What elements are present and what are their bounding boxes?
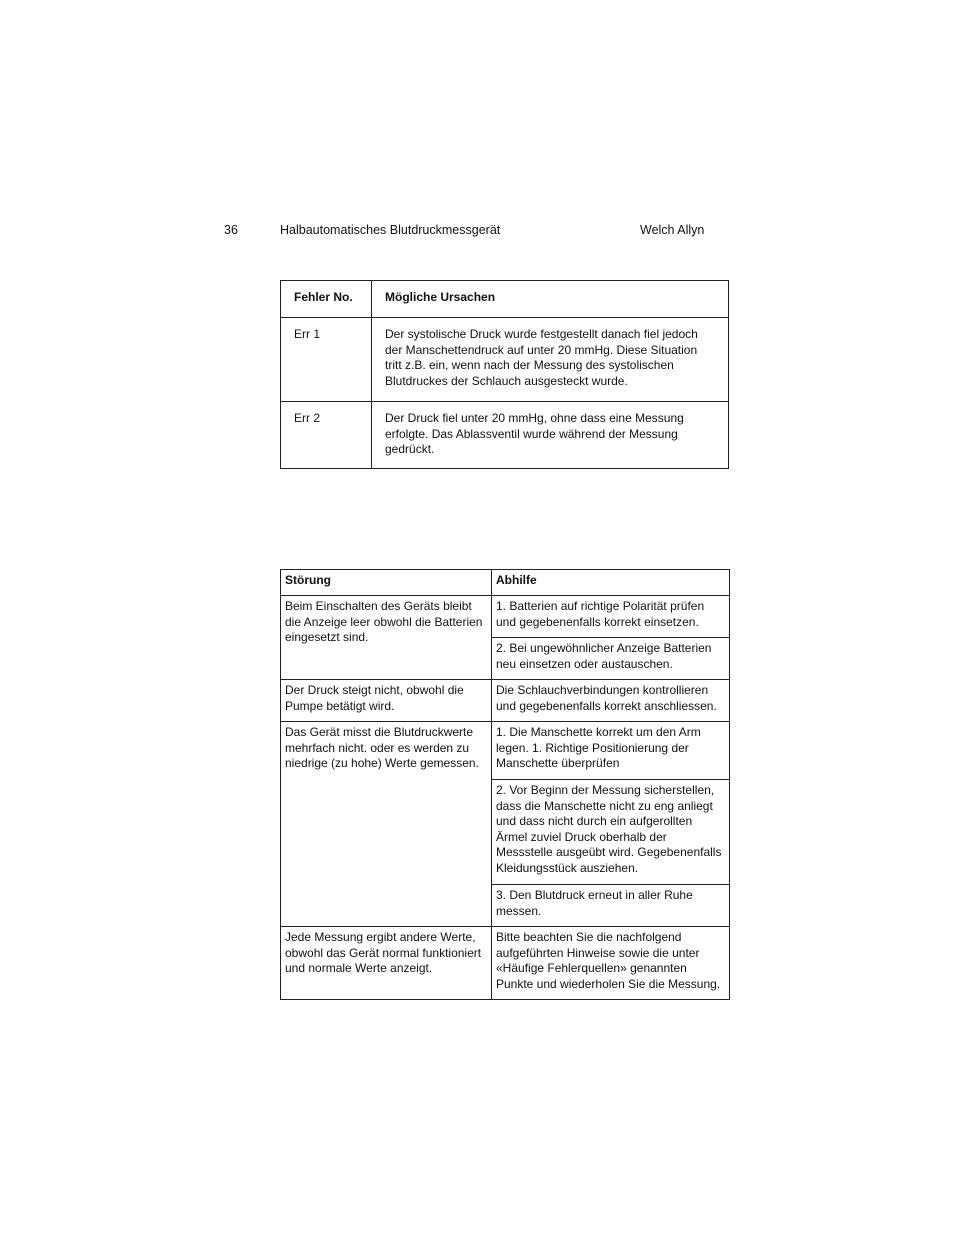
table-row: [281, 318, 729, 402]
table-header-row: [281, 570, 730, 596]
table-row: [281, 722, 730, 780]
error-cause: Der systolische Druck wurde festgestellt danach fiel jedoch der Manschettendruck auf unter 20 mmHg. Diese Situation tritt z.B. ein, wenn nach der Messung des systolischen Blutdruckes der Schlauch ausgesteckt wurde.: [372, 318, 729, 402]
fault-description: Jede Messung ergibt andere Werte, obwohl das Gerät normal funktioniert und normale Werte anzeigt.: [281, 927, 492, 1000]
remedy-step: Bitte beachten Sie die nachfolgend aufgeführten Hinweise sowie die unter «Häufige Fehlerquellen» genannten Punkte und wiederholen Sie die Messung.: [492, 927, 730, 1000]
page-number: 36: [224, 223, 238, 237]
column-header-fault: Störung: [281, 570, 492, 596]
fault-description: Das Gerät misst die Blutdruckwerte mehrfach nicht. oder es werden zu niedrige (zu hohe) Werte gemessen.: [281, 722, 492, 927]
remedy-step: 3. Den Blutdruck erneut in aller Ruhe messen.: [492, 885, 730, 927]
error-code: Err 1: [281, 318, 372, 402]
remedy-step: Die Schlauchverbindungen kontrollieren und gegebenenfalls korrekt anschliessen.: [492, 680, 730, 722]
error-code: Err 2: [281, 402, 372, 469]
table-row: [281, 927, 730, 1000]
column-header-causes: Mögliche Ursachen: [372, 281, 729, 318]
brand-name: Welch Allyn: [640, 223, 705, 237]
table-row: [281, 680, 730, 722]
error-cause: Der Druck fiel unter 20 mmHg, ohne dass eine Messung erfolgte. Das Ablassventil wurde während der Messung gedrückt.: [372, 402, 729, 469]
remedy-step: 2. Bei ungewöhnlicher Anzeige Batterien neu einsetzen oder austauschen.: [492, 638, 730, 680]
document-title: Halbautomatisches Blutdruckmessgerät: [280, 223, 501, 237]
troubleshooting-table: [280, 569, 730, 1000]
remedy-step: 2. Vor Beginn der Messung sicherstellen, dass die Manschette nicht zu eng anliegt und dass nicht durch ein aufgerollten Ärmel zuviel Druck oberhalb der Messstelle ausgeübt wird. Gegebenenfalls Kleidungsstück ausziehen.: [492, 780, 730, 885]
fault-description: Der Druck steigt nicht, obwohl die Pumpe betätigt wird.: [281, 680, 492, 722]
table-row: [281, 596, 730, 638]
column-header-remedy: Abhilfe: [492, 570, 730, 596]
remedy-step: 1. Batterien auf richtige Polarität prüfen und gegebenenfalls korrekt einsetzen.: [492, 596, 730, 638]
table-row: [281, 402, 729, 469]
fault-description: Beim Einschalten des Geräts bleibt die Anzeige leer obwohl die Batterien eingesetzt sind.: [281, 596, 492, 680]
error-code-table: [280, 280, 729, 469]
column-header-error-no: Fehler No.: [281, 281, 372, 318]
remedy-step: 1. Die Manschette korrekt um den Arm legen. 1. Richtige Positionierung der Manschette überprüfen: [492, 722, 730, 780]
table-header-row: [281, 281, 729, 318]
